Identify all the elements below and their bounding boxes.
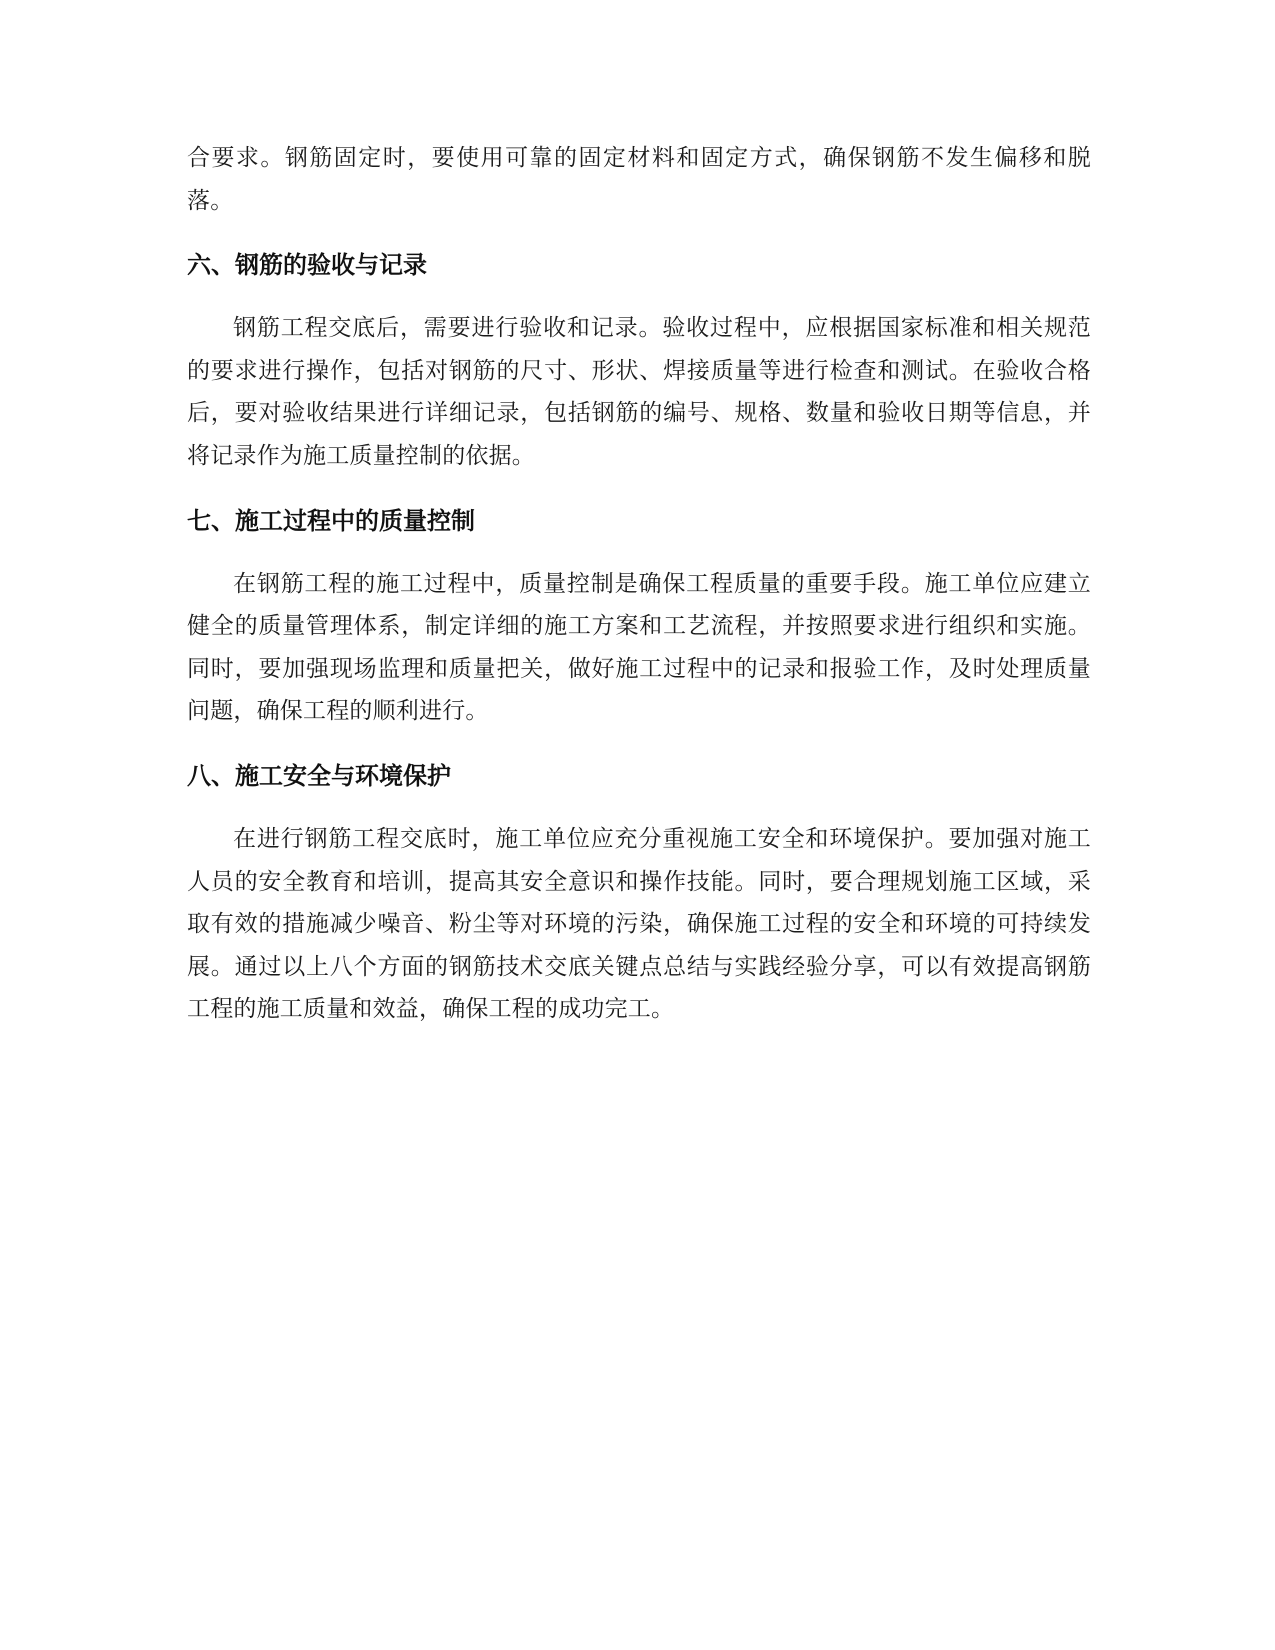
document-body — [187, 137, 1091, 1031]
section-paragraph-7: 在钢筋工程的施工过程中，质量控制是确保工程质量的重要手段。施工单位应建立健全的质量管理体系，制定详细的施工方案和工艺流程，并按照要求进行组织和实施。同时，要加强现场监理和质量把关，做好施工过程中的记录和报验工作，及时处理质量问题，确保工程的顺利进行。 — [187, 570, 1091, 725]
section-heading-6: 六、钢筋的验收与记录 — [187, 251, 427, 280]
section-paragraph-6: 钢筋工程交底后，需要进行验收和记录。验收过程中，应根据国家标准和相关规范的要求进行操作，包括对钢筋的尺寸、形状、焊接质量等进行检查和测试。在验收合格后，要对验收结果进行详细记录，包括钢筋的编号、规格、数量和验收日期等信息，并将记录作为施工质量控制的依据。 — [187, 315, 1091, 469]
section-heading-7: 七、施工过程中的质量控制 — [187, 506, 475, 535]
intro-paragraph: 合要求。钢筋固定时，要使用可靠的固定材料和固定方式，确保钢筋不发生偏移和脱落。 — [187, 145, 1091, 214]
section-paragraph-8: 在进行钢筋工程交底时，施工单位应充分重视施工安全和环境保护。要加强对施工人员的安全教育和培训，提高其安全意识和操作技能。同时，要合理规划施工区域，采取有效的措施减少噪音、粉尘等对环境的污染，确保施工过程的安全和环境的可持续发展。通过以上八个方面的钢筋技术交底关键点总结与实践经验分享，可以有效提高钢筋工程的施工质量和效益，确保工程的成功完工。 — [187, 825, 1091, 1023]
section-heading-8: 八、施工安全与环境保护 — [187, 761, 451, 790]
